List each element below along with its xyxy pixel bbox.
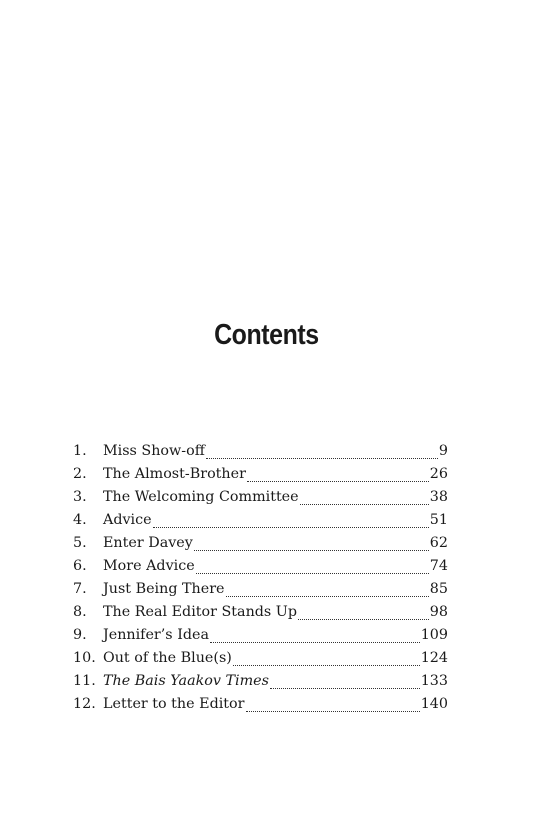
dot-leader [206, 457, 438, 459]
chapter-number: 6. [73, 558, 87, 574]
page-number: 74 [429, 558, 448, 574]
dot-leader [300, 503, 429, 505]
dot-leader [196, 572, 429, 574]
toc-entry [73, 532, 448, 555]
chapter-title: The Welcoming Committee [103, 489, 299, 505]
toc-entry [73, 463, 448, 486]
chapter-number: 8. [73, 604, 87, 620]
chapter-number: 2. [73, 466, 87, 482]
toc-entry [73, 578, 448, 601]
dot-leader [298, 618, 429, 620]
chapter-title: The Real Editor Stands Up [103, 604, 298, 620]
chapter-number: 5. [73, 535, 87, 551]
page-number: 38 [429, 489, 448, 505]
dot-leader [247, 480, 429, 482]
page-number: 124 [420, 650, 448, 666]
page-number: 26 [429, 466, 448, 482]
page-number: 98 [429, 604, 448, 620]
contents-heading: Contents [214, 319, 319, 351]
toc-entry [73, 647, 448, 670]
toc-entry [73, 670, 448, 693]
page-number: 51 [429, 512, 448, 528]
chapter-title: The Bais Yaakov Times [103, 673, 269, 689]
page-number: 140 [420, 696, 448, 712]
chapter-title: Jennifer’s Idea [103, 627, 209, 643]
dot-leader [194, 549, 429, 551]
chapter-title: More Advice [103, 558, 195, 574]
toc-entry [73, 555, 448, 578]
chapter-number: 3. [73, 489, 87, 505]
toc-entry [73, 486, 448, 509]
toc-entry [73, 601, 448, 624]
dot-leader [153, 526, 429, 528]
chapter-number: 7. [73, 581, 87, 597]
chapter-title: Out of the Blue(s) [103, 650, 232, 666]
chapter-number: 12. [73, 696, 96, 712]
chapter-number: 4. [73, 512, 87, 528]
dot-leader [270, 687, 420, 689]
chapter-title: Enter Davey [103, 535, 193, 551]
dot-leader [246, 710, 420, 712]
dot-leader [210, 641, 420, 643]
chapter-title: The Almost-Brother [103, 466, 246, 482]
chapter-title: Letter to the Editor [103, 696, 245, 712]
chapter-title: Miss Show-off [103, 443, 205, 459]
chapter-title: Just Being There [103, 581, 225, 597]
page-number: 85 [429, 581, 448, 597]
table-of-contents [73, 440, 448, 716]
chapter-title: Advice [103, 512, 152, 528]
toc-entry [73, 693, 448, 716]
chapter-number: 1. [73, 443, 87, 459]
chapter-number: 11. [73, 673, 96, 689]
dot-leader [233, 664, 420, 666]
page-number: 62 [429, 535, 448, 551]
chapter-number: 9. [73, 627, 87, 643]
toc-entry [73, 440, 448, 463]
page-number: 133 [420, 673, 448, 689]
page-number: 9 [438, 443, 448, 459]
dot-leader [226, 595, 429, 597]
toc-entry [73, 509, 448, 532]
page-number: 109 [420, 627, 448, 643]
toc-entry [73, 624, 448, 647]
chapter-number: 10. [73, 650, 96, 666]
